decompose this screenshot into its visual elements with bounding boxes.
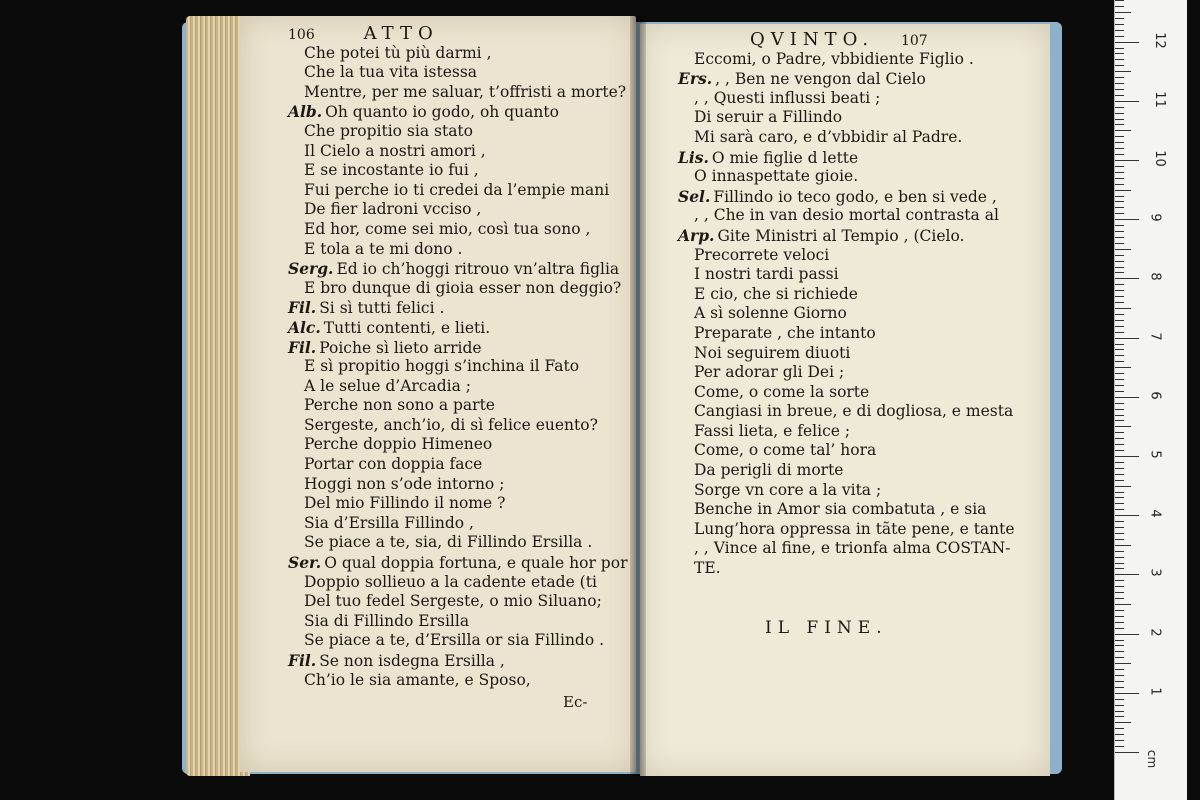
- ruler-tick: [1115, 628, 1124, 629]
- verse-text: Mentre, per me saluar, t’offristi a morte?: [304, 82, 627, 101]
- ruler-tick: [1115, 278, 1139, 279]
- ruler-tick: [1115, 36, 1124, 37]
- verse-text: Fillindo io teco godo, e ben si vede ,: [713, 187, 997, 206]
- left-line: [288, 475, 627, 495]
- ruler-tick: [1115, 272, 1124, 273]
- right-line: [678, 441, 1015, 461]
- verse-text: Fui perche io ti credei da l’empie mani: [304, 180, 610, 199]
- ruler-tick: [1115, 219, 1139, 220]
- ruler-tick: [1115, 355, 1124, 356]
- verse-text: O innaspettate gioie.: [694, 167, 859, 186]
- ruler-tick: [1115, 687, 1124, 688]
- ruler-tick: [1115, 462, 1124, 463]
- left-line: [288, 494, 627, 514]
- ruler-tick: [1115, 604, 1131, 605]
- right-line: [678, 187, 1015, 207]
- ruler-tick: [1115, 699, 1124, 700]
- left-line: [288, 298, 627, 318]
- right-line: [678, 89, 1015, 109]
- ruler-tick: [1115, 166, 1124, 167]
- right-line: [678, 128, 1015, 148]
- ruler-number: 8: [1147, 272, 1163, 282]
- right-line: [678, 344, 1015, 364]
- ruler-tick: [1115, 326, 1124, 327]
- ruler-tick: [1115, 533, 1124, 534]
- ruler-tick: [1115, 657, 1124, 658]
- right-line: [678, 481, 1015, 501]
- ruler-tick: [1115, 722, 1131, 723]
- right-line: [678, 206, 1015, 226]
- ruler-tick: [1115, 119, 1124, 120]
- ruler-number: 5: [1147, 450, 1163, 459]
- ruler-tick: [1115, 332, 1124, 333]
- ruler-tick: [1115, 24, 1124, 25]
- ruler-number: 12: [1151, 31, 1167, 49]
- ruler-tick: [1115, 746, 1124, 747]
- ruler-tick: [1115, 403, 1124, 404]
- ruler-tick: [1115, 557, 1124, 558]
- ruler-tick: [1115, 503, 1124, 504]
- left-line: [288, 161, 627, 181]
- verse-text: Che potei tù più darmi ,: [304, 43, 492, 62]
- ruler-tick: [1115, 42, 1139, 43]
- speaker-label: Serg.: [288, 259, 334, 279]
- ruler-tick: [1115, 693, 1139, 694]
- left-line: [288, 122, 627, 142]
- verse-text: , , Ben ne vengon dal Cielo: [715, 70, 926, 89]
- ruler-tick: [1115, 497, 1124, 498]
- verse-text: Se piace a te, sia, di Fillindo Ersilla .: [304, 533, 593, 552]
- ruler-tick: [1115, 580, 1124, 581]
- ruler-tick: [1115, 296, 1124, 297]
- ruler-tick: [1115, 610, 1124, 611]
- ruler-tick: [1115, 634, 1139, 635]
- speaker-label: Ers.: [678, 69, 713, 89]
- verse-text: Sia d’Ersilla Fillindo ,: [304, 513, 474, 532]
- speaker-label: Alb.: [288, 102, 323, 122]
- right-line: [678, 69, 1015, 89]
- left-page-text: [288, 24, 627, 690]
- verse-text: , , Che in van desio mortal contrasta al: [694, 206, 999, 225]
- verse-text: E cio, che si richiede: [694, 284, 858, 303]
- left-line: [288, 259, 627, 279]
- left-line: [288, 220, 627, 240]
- right-line: [678, 363, 1015, 383]
- speaker-label: Sel.: [678, 186, 711, 206]
- ruler-tick: [1115, 361, 1124, 362]
- left-line: [288, 631, 627, 651]
- left-page-header: [288, 24, 627, 44]
- verse-text: Come, o come la sorte: [694, 382, 870, 401]
- right-line: [678, 304, 1015, 324]
- ruler-number: 10: [1151, 150, 1167, 167]
- verse-text: Benche in Amor sia combatuta , e sia: [694, 500, 987, 519]
- ruler-tick: [1115, 53, 1124, 54]
- ruler-tick: [1115, 160, 1139, 161]
- right-line: [678, 265, 1015, 285]
- right-line: [678, 520, 1015, 540]
- right-page-lines: [678, 50, 1015, 579]
- verse-text: Mi sarà caro, e d’vbbidir al Padre.: [694, 127, 963, 146]
- ruler-tick: [1115, 95, 1124, 96]
- ruler-tick: [1115, 314, 1124, 315]
- ruler-tick: [1115, 640, 1124, 641]
- verse-text: Il Cielo a nostri amori ,: [304, 141, 486, 160]
- verse-text: Noi seguirem diuoti: [694, 343, 851, 362]
- left-line: [288, 514, 627, 534]
- ruler-tick: [1115, 616, 1124, 617]
- verse-text: Fassi lieta, e felice ;: [694, 421, 851, 440]
- ruler-tick: [1115, 391, 1124, 392]
- right-page-header: [678, 30, 1015, 50]
- ruler-tick: [1115, 249, 1131, 250]
- verse-text: Precorrete veloci: [694, 245, 830, 264]
- ruler-tick: [1115, 415, 1124, 416]
- ruler-tick: [1115, 6, 1124, 7]
- ruler-number: 1: [1147, 687, 1163, 696]
- left-line: [288, 671, 627, 691]
- left-line: [288, 318, 627, 338]
- ruler-tick: [1115, 651, 1124, 652]
- ruler-tick: [1115, 290, 1124, 291]
- book-gutter: [630, 16, 646, 776]
- ruler-tick: [1115, 598, 1124, 599]
- ruler-tick: [1115, 83, 1124, 84]
- right-page-title: QVINTO.: [750, 29, 875, 50]
- ruler-tick: [1115, 308, 1131, 309]
- ruler-tick: [1115, 190, 1131, 191]
- ruler-tick: [1115, 409, 1124, 410]
- ruler-tick: [1115, 521, 1124, 522]
- ruler-tick: [1115, 622, 1124, 623]
- verse-text: Sergeste, anch’io, di sì felice euento?: [304, 415, 598, 434]
- ruler-number: 7: [1147, 331, 1163, 341]
- verse-text: TE.: [694, 559, 721, 578]
- ruler-number: 9: [1147, 213, 1163, 222]
- left-line: [288, 573, 627, 593]
- verse-text: Se piace a te, d’Ersilla or sia Fillindo .: [304, 631, 605, 650]
- left-line: [288, 416, 627, 436]
- speaker-label: Ser.: [288, 553, 322, 573]
- ruler-tick: [1115, 225, 1124, 226]
- verse-text: Se non isdegna Ersilla ,: [319, 652, 505, 670]
- right-line: [678, 108, 1015, 128]
- ruler-tick: [1115, 740, 1124, 741]
- ruler-tick: [1115, 468, 1124, 469]
- verse-text: Ch’io le sia amante, e Sposo,: [304, 670, 531, 689]
- ruler-tick: [1115, 349, 1124, 350]
- ruler-tick: [1115, 178, 1124, 179]
- ruler-tick: [1115, 586, 1124, 587]
- speaker-label: Fil.: [288, 651, 317, 670]
- ruler-tick: [1115, 172, 1124, 173]
- verse-text: Gite Ministri al Tempio , (Cielo.: [717, 226, 965, 245]
- right-line: [678, 50, 1015, 70]
- ruler-tick: [1115, 444, 1124, 445]
- ruler-tick: [1115, 705, 1124, 706]
- right-line: [678, 500, 1015, 520]
- verse-text: Doppio sollieuo a la cadente etade (ti: [304, 572, 597, 591]
- verse-text: Del mio Fillindo il nome ?: [304, 494, 506, 513]
- ruler-tick: [1115, 728, 1124, 729]
- left-line: [288, 63, 627, 83]
- ruler-tick: [1115, 154, 1124, 155]
- left-line: [288, 279, 627, 299]
- ruler-tick: [1115, 284, 1124, 285]
- verse-text: Preparate , che intanto: [694, 323, 876, 342]
- measuring-ruler: [1114, 0, 1187, 800]
- verse-text: , , Vince al fine, e trionfa alma COSTAN-: [694, 539, 1011, 558]
- ruler-tick: [1115, 196, 1124, 197]
- left-line: [288, 240, 627, 260]
- speaker-label: Lis.: [678, 147, 709, 167]
- left-page-title: ATTO: [363, 23, 439, 44]
- ruler-tick: [1115, 438, 1124, 439]
- left-line: [288, 200, 627, 220]
- ruler-tick: [1115, 243, 1124, 244]
- ruler-tick: [1115, 261, 1124, 262]
- ruler-tick: [1115, 320, 1124, 321]
- ruler-tick: [1115, 474, 1124, 475]
- ruler-tick: [1115, 527, 1124, 528]
- ruler-tick: [1115, 136, 1124, 137]
- right-line: [678, 167, 1015, 187]
- ruler-tick: [1115, 101, 1139, 102]
- ruler-tick: [1115, 367, 1131, 368]
- right-line: [678, 285, 1015, 305]
- left-line: [288, 102, 627, 122]
- ruler-number: 11: [1151, 91, 1167, 108]
- right-line: [678, 246, 1015, 266]
- verse-text: Eccomi, o Padre, vbbidiente Figlio .: [694, 49, 974, 68]
- left-line: [288, 396, 627, 416]
- ruler-tick: [1115, 669, 1124, 670]
- ruler-tick: [1115, 142, 1124, 143]
- verse-text: Che propitio sia stato: [304, 121, 473, 140]
- verse-text: , , Questi influssi beati ;: [694, 88, 881, 107]
- ruler-tick: [1115, 568, 1124, 569]
- verse-text: Per adorar gli Dei ;: [694, 363, 845, 382]
- left-line: [288, 533, 627, 553]
- ruler-tick: [1115, 124, 1124, 125]
- left-page-number: 106: [288, 27, 315, 43]
- ruler-unit: cm: [1145, 749, 1160, 769]
- ruler-tick: [1115, 551, 1124, 552]
- ruler-tick: [1115, 71, 1131, 72]
- verse-text: Di seruir a Fillindo: [694, 108, 843, 127]
- left-line: [288, 142, 627, 162]
- ruler-tick: [1115, 373, 1124, 374]
- verse-text: Tutti contenti, e lieti.: [323, 318, 491, 337]
- speaker-label: Fil.: [288, 298, 317, 318]
- left-catchword: Ec-: [563, 693, 588, 711]
- verse-text: Oh quanto io godo, oh quanto: [325, 103, 559, 122]
- verse-text: Ed io ch’hoggi ritrouo vn’altra figlia: [336, 260, 620, 279]
- ruler-tick: [1115, 107, 1124, 108]
- ruler-tick: [1115, 237, 1124, 238]
- verse-text: I nostri tardi passi: [694, 265, 839, 284]
- ruler-tick: [1115, 509, 1124, 510]
- ruler-tick: [1115, 379, 1124, 380]
- ruler-number: 6: [1147, 391, 1163, 400]
- ruler-tick: [1115, 231, 1124, 232]
- right-line: [678, 422, 1015, 442]
- ruler-tick: [1115, 59, 1124, 60]
- ruler-tick: [1115, 752, 1139, 753]
- ruler-tick: [1115, 545, 1131, 546]
- verse-text: E bro dunque di gioia esser non deggio?: [304, 278, 622, 297]
- ruler-tick: [1115, 432, 1124, 433]
- left-line: [288, 357, 627, 377]
- ruler-tick: [1115, 302, 1124, 303]
- left-line: [288, 44, 627, 64]
- ruler-tick: [1115, 48, 1124, 49]
- ruler-tick: [1115, 480, 1124, 481]
- left-line: [288, 612, 627, 632]
- verse-text: Poiche sì lieto arride: [319, 338, 482, 357]
- right-line: [678, 148, 1015, 168]
- verse-text: Del tuo fedel Sergeste, o mio Siluano;: [304, 592, 602, 611]
- verse-text: A sì solenne Giorno: [694, 304, 847, 323]
- verse-text: Come, o come tal’ hora: [694, 441, 877, 460]
- ruler-tick: [1115, 397, 1139, 398]
- verse-text: Lung’hora oppressa in tãte pene, e tante: [694, 519, 1015, 538]
- ruler-tick: [1115, 420, 1124, 421]
- right-page-number: 107: [900, 33, 928, 49]
- end-text: IL FINE.: [765, 618, 888, 638]
- ruler-tick: [1115, 207, 1124, 208]
- ruler-tick: [1115, 77, 1124, 78]
- ruler-tick: [1115, 89, 1124, 90]
- ruler-tick: [1115, 663, 1131, 664]
- ruler-tick: [1115, 148, 1124, 149]
- ruler-tick: [1115, 486, 1131, 487]
- ruler-tick: [1115, 12, 1131, 13]
- right-line: [678, 324, 1015, 344]
- right-page-text: [678, 30, 1015, 579]
- ruler-tick: [1115, 267, 1124, 268]
- right-line: [678, 539, 1015, 559]
- ruler-tick: [1115, 515, 1139, 516]
- left-line: [288, 553, 627, 573]
- speaker-label: Fil.: [288, 337, 317, 357]
- ruler-tick: [1115, 426, 1131, 427]
- ruler-tick: [1115, 574, 1139, 575]
- right-line: [678, 226, 1015, 246]
- ruler-tick: [1115, 65, 1124, 66]
- verse-text: Sia di Fillindo Ersilla: [304, 611, 470, 630]
- left-line: [288, 181, 627, 201]
- verse-text: E se incostante io fui ,: [304, 161, 479, 180]
- ruler-number: 3: [1147, 568, 1163, 578]
- ruler-tick: [1115, 592, 1124, 593]
- left-page-lines: [288, 44, 627, 691]
- verse-text: Sorge vn core a la vita ;: [694, 480, 882, 499]
- left-line: [288, 592, 627, 612]
- ruler-tick: [1115, 255, 1124, 256]
- right-line: [678, 402, 1015, 422]
- verse-text: Portar con doppia face: [304, 455, 483, 474]
- verse-text: Perche non sono a parte: [304, 396, 495, 415]
- right-line: [678, 383, 1015, 403]
- ruler-tick: [1115, 675, 1124, 676]
- left-line: [288, 651, 627, 671]
- ruler-number: 4: [1147, 509, 1163, 518]
- ruler-tick: [1115, 201, 1124, 202]
- ruler-tick: [1115, 734, 1124, 735]
- ruler-tick: [1115, 711, 1124, 712]
- ruler-tick: [1115, 18, 1124, 19]
- ruler-tick: [1115, 645, 1124, 646]
- ruler-tick: [1115, 344, 1124, 345]
- ruler-tick: [1115, 0, 1124, 1]
- verse-text: E sì propitio hoggi s’inchina il Fato: [304, 357, 580, 376]
- verse-text: Si sì tutti felici .: [319, 299, 445, 318]
- speaker-label: Arp.: [678, 225, 715, 245]
- ruler-tick: [1115, 385, 1124, 386]
- ruler-tick: [1115, 184, 1124, 185]
- verse-text: Che la tua vita istessa: [304, 63, 478, 82]
- ruler-tick: [1115, 213, 1124, 214]
- verse-text: A le selue d’Arcadia ;: [304, 376, 471, 395]
- left-line: [288, 338, 627, 358]
- verse-text: Da perigli di morte: [694, 461, 844, 480]
- ruler-tick: [1115, 113, 1124, 114]
- ruler-tick: [1115, 130, 1131, 131]
- verse-text: Ed hor, come sei mio, così tua sono ,: [304, 219, 591, 238]
- verse-text: Hoggi non s’ode intorno ;: [304, 474, 505, 493]
- verse-text: Perche doppio Himeneo: [304, 435, 493, 454]
- left-line: [288, 83, 627, 103]
- right-line: [678, 559, 1015, 579]
- left-line: [288, 377, 627, 397]
- right-line: [678, 461, 1015, 481]
- ruler-tick: [1115, 30, 1124, 31]
- ruler-tick: [1115, 338, 1139, 339]
- ruler-tick: [1115, 539, 1124, 540]
- verse-text: O mie figlie d lette: [711, 148, 859, 167]
- ruler-tick: [1115, 492, 1124, 493]
- verse-text: De fier ladroni vcciso ,: [304, 200, 482, 219]
- ruler-tick: [1115, 716, 1124, 717]
- ruler-tick: [1115, 456, 1139, 457]
- ruler-tick: [1115, 563, 1124, 564]
- ruler-tick: [1115, 681, 1124, 682]
- left-line: [288, 435, 627, 455]
- verse-text: O qual doppia fortuna, e quale hor por: [324, 554, 628, 573]
- speaker-label: Alc.: [288, 317, 321, 337]
- ruler-number: 2: [1147, 627, 1163, 637]
- ruler-tick: [1115, 450, 1124, 451]
- left-line: [288, 455, 627, 475]
- verse-text: Cangiasi in breue, e di dogliosa, e mesta: [694, 402, 1014, 421]
- verse-text: E tola a te mi dono .: [304, 239, 463, 258]
